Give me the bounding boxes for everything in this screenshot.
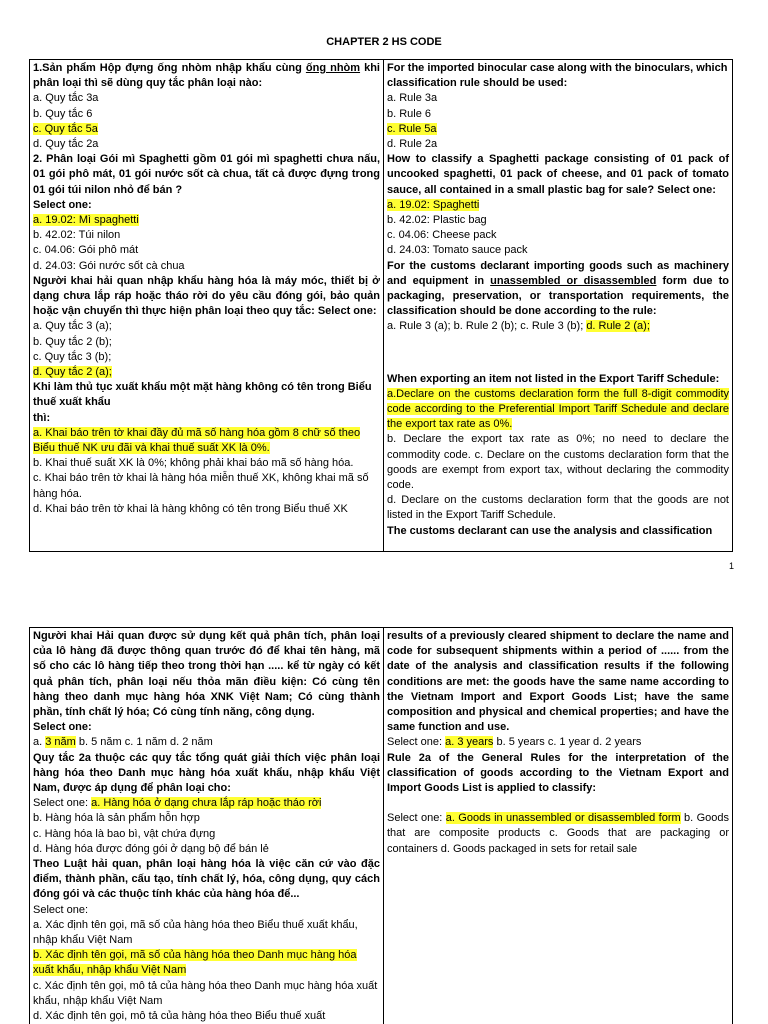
- qa-table-page-1: [29, 59, 733, 552]
- option-text: b. 42.02: Plastic bag: [387, 214, 487, 227]
- option-text: b. Declare the export tax rate as 0%; no need to declare the commodity code. c. Declare on the customs declaration form that the goods are exempt from export tax, without declaring the commodity code.: [387, 433, 729, 492]
- option-text: b. Quy tắc 6: [33, 107, 93, 120]
- option-text: d. Quy tắc 2a: [33, 138, 99, 151]
- vietnamese-column: [30, 60, 384, 551]
- option-text: c. 04.06: Cheese pack: [387, 229, 497, 242]
- select-one-label: Select one:: [33, 198, 92, 211]
- qa-table-page-2: [29, 627, 733, 1024]
- select-one-label: Select one:: [33, 721, 92, 734]
- page-title: CHAPTER 2 HS CODE: [326, 36, 442, 48]
- option-text: c. Quy tắc 3 (b);: [33, 350, 112, 363]
- option-text: c. 04.06: Gói phô mát: [33, 244, 139, 257]
- question-1-en: For the imported binocular case along with the binoculars, which classification rule should be used:: [387, 62, 728, 90]
- option-text: d. 24.03: Tomato sauce pack: [387, 244, 528, 257]
- option-text: b. Hàng hóa là sản phẩm hỗn hợp: [33, 812, 200, 825]
- question-2-vi: 2. Phân loại Gói mì Spaghetti gồm 01 gói mì spaghetti chưa nấu, 01 gói phô mát, 01 gói nước sốt cà chua, tất cả được đựng trong 01 gói túi nilon nhỏ để bán ?: [33, 153, 380, 196]
- question-3-vi: Người khai hải quan nhập khẩu hàng hóa là máy móc, thiết bị ở dạng chưa lắp ráp hoặc tháo rời do yêu cầu đóng gói, bảo quản hoặc vận chuyển thì thực hiện phân loại theo quy tắc: Select one:: [33, 274, 380, 318]
- question-5-en: The customs declarant can use the analysis and classification: [387, 524, 713, 537]
- question-5-en-cont: results of a previously cleared shipment to declare the name and code for subsequent shipments within a period of ...... from the date of the analysis and classification results if the following conditions are met: the goods have the same name according to the Vietnam Import and Export Goods List; have the same composition and physical and chemical properties; and have the same function and use.: [387, 630, 729, 734]
- question-4-vi: Khi làm thủ tục xuất khẩu một mặt hàng không có tên trong Biểu thuế xuất khẩu: [33, 381, 372, 409]
- option-text: a. Rule 3a: [387, 92, 438, 105]
- option-text: a. Quy tắc 3a: [33, 92, 99, 105]
- answer-highlight: a. 19.02: Mì spaghetti: [33, 214, 139, 227]
- option-text: d. Hàng hóa được đóng gói ở dạng bộ để bán lẻ: [33, 842, 269, 855]
- vietnamese-column: [30, 628, 384, 1024]
- option-text: d. Xác định tên gọi, mô tả của hàng hóa theo Biểu thuế xuất: [33, 1010, 326, 1023]
- answer-highlight: b. Xác định tên gọi, mã số của hàng hóa theo Danh mục hàng hóa xuất khẩu, nhập khẩu Việt Nam: [33, 949, 357, 977]
- question-6-en-options: Select one: a. Goods in unassembled or disassembled form b. Goods that are composite products c. Goods that are packaging or containers d. Goods packaged in sets for retail sale: [387, 812, 730, 855]
- question-3-en-options: a. Rule 3 (a); b. Rule 2 (b); c. Rule 3 (b); d. Rule 2 (a);: [387, 320, 650, 333]
- option-text: b. Rule 6: [387, 107, 432, 120]
- option-text: a. Quy tắc 3 (a);: [33, 320, 112, 333]
- answer-highlight: c. Rule 5a: [387, 122, 437, 135]
- option-text: b. Quy tắc 2 (b);: [33, 335, 112, 348]
- question-5-vi: Người khai Hải quan được sử dụng kết quả phân tích, phân loại của lô hàng đã được thông quan trước đó để khai tên hàng, mã số cho các lô hàng tiếp theo trong thời hạn ..... kể từ ngày có kết quả phân tích, phân loại nếu thỏa mãn điều kiện: Có cùng tên hàng theo danh mục hàng hóa XNK Việt Nam; Có cùng thành phần, tính chất lý hóa; Có cùng tính năng, công dụng.: [33, 630, 380, 719]
- answer-highlight: d. Quy tắc 2 (a);: [33, 366, 112, 379]
- question-6-vi: Quy tắc 2a thuộc các quy tắc tổng quát giải thích việc phân loại hàng hóa theo Danh mục hàng hóa xuất khẩu, nhập khẩu Việt Nam, được áp dụng để phân loại cho:: [33, 751, 380, 795]
- option-text: c. Khai báo trên tờ khai là hàng hóa miễn thuế XK, không khai mã số hàng hóa.: [33, 472, 369, 500]
- question-4-en: When exporting an item not listed in the Export Tariff Schedule:: [387, 372, 720, 385]
- option-text: c. Xác định tên gọi, mô tả của hàng hóa theo Danh mục hàng hóa xuất khẩu, nhập khẩu Việt Nam: [33, 979, 378, 1007]
- option-text: d. 24.03: Gói nước sốt cà chua: [33, 259, 185, 272]
- answer-highlight: c. Quy tắc 5a: [33, 122, 98, 135]
- english-column: [384, 60, 732, 551]
- question-2-en: How to classify a Spaghetti package consisting of 01 pack of uncooked spaghetti, 01 pack of cheese, and 01 pack of tomato sauce, all contained in a small plastic bag for sale? Select one:: [387, 153, 729, 196]
- question-5-vi-options: a. 3 năm b. 5 năm c. 1 năm d. 2 năm: [33, 736, 213, 749]
- question-6-vi-answer: Select one: a. Hàng hóa ở dạng chưa lắp ráp hoặc tháo rời: [33, 797, 322, 810]
- answer-highlight: a.Declare on the customs declaration form the full 8-digit commodity code according to the Preferential Import Tariff Schedule and declare the export tax rate as 0%.: [387, 387, 729, 431]
- question-1-vi: 1.Sản phẩm Hộp đựng ống nhòm nhập khẩu cùng ống nhòm khi phân loại thì sẽ dùng quy tắc phân loại nào:: [33, 62, 380, 90]
- english-column: [384, 628, 732, 1024]
- option-text: b. 42.02: Túi nilon: [33, 229, 121, 242]
- answer-highlight: a. 19.02: Spaghetti: [387, 198, 480, 211]
- option-text: d. Khai báo trên tờ khai là hàng không có tên trong Biểu thuế XK: [33, 502, 348, 515]
- question-4-vi-tail: thì:: [33, 411, 51, 424]
- option-text: b. Khai thuế suất XK là 0%; không phải khai báo mã số hàng hóa.: [33, 457, 354, 470]
- option-text: d. Rule 2a: [387, 138, 438, 151]
- question-5-en-options: Select one: a. 3 years b. 5 years c. 1 year d. 2 years: [387, 736, 642, 749]
- answer-highlight: a. Khai báo trên tờ khai đầy đủ mã số hàng hóa gồm 8 chữ số theo Biểu thuế NK ưu đãi và khai thuế suất XK là 0%.: [33, 426, 361, 455]
- option-text: a. Xác định tên gọi, mã số của hàng hóa theo Biểu thuế xuất khẩu, nhập khẩu Việt Nam: [33, 918, 358, 947]
- select-one-label: Select one:: [33, 903, 89, 916]
- option-text: c. Hàng hóa là bao bì, vật chứa đựng: [33, 827, 216, 840]
- page-number: 1: [729, 561, 735, 571]
- question-6-en: Rule 2a of the General Rules for the interpretation of the classification of goods according to the Vietnam Export and Import Goods List is applied to classify:: [387, 751, 729, 795]
- question-3-en: For the customs declarant importing goods such as machinery and equipment in unassembled or disassembled form due to packaging, preservation, or transportation requirements, the classification should be done according to the rule:: [387, 259, 729, 318]
- question-7-vi: Theo Luật hải quan, phân loại hàng hóa là việc căn cứ vào đặc điểm, thành phần, cấu tạo, tính chất lý, hóa, công dụng, quy cách đóng gói và các thuộc tính khác của hàng hóa để...: [33, 858, 380, 901]
- option-text: d. Declare on the customs declaration form that the goods are not listed in the Export Tariff Schedule.: [387, 494, 729, 522]
